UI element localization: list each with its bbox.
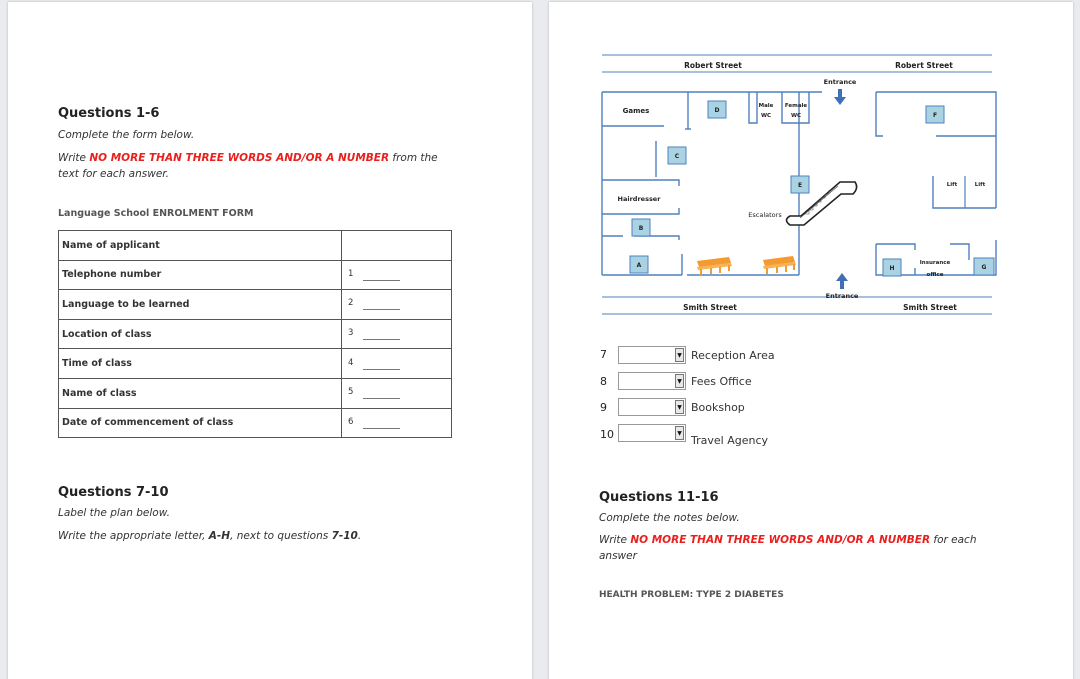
- row-label: Name of class: [59, 378, 342, 408]
- answer-cell-5: [342, 378, 452, 408]
- answer-blank-1[interactable]: [363, 280, 400, 281]
- instr-letter-range: A-H: [208, 530, 231, 542]
- instruction-complete-notes: Complete the notes below.: [599, 512, 740, 524]
- instruction-label-plan: Label the plan below.: [58, 507, 170, 519]
- box-b: [632, 219, 650, 236]
- answer-blank-4[interactable]: [363, 369, 400, 370]
- chevron-down-icon[interactable]: ▼: [675, 400, 684, 414]
- answer-cell-6: [342, 408, 452, 438]
- hairdresser-label: Hairdresser: [617, 195, 661, 203]
- question-10-dropdown[interactable]: [618, 424, 686, 442]
- answer-blank-2[interactable]: [363, 309, 400, 310]
- question-10-number: 10: [600, 428, 614, 441]
- letter-f: F: [932, 112, 938, 119]
- table-row: [59, 290, 452, 320]
- write-suffix: for each: [930, 534, 977, 546]
- answer-cell-2: [342, 290, 452, 320]
- smith-street-right-label: Smith Street: [903, 303, 957, 312]
- male-wc-label: Male: [758, 103, 774, 109]
- box-h: [883, 259, 901, 276]
- wc-label-2: WC: [790, 113, 802, 119]
- question-7-number: 7: [600, 348, 607, 361]
- office-label: office: [926, 272, 944, 278]
- answer-cell-1: [342, 260, 452, 290]
- lift-label-2: Lift: [974, 182, 986, 188]
- table-row: [59, 319, 452, 349]
- row-label: Time of class: [59, 349, 342, 379]
- box-g: [974, 258, 994, 275]
- smith-street-left-label: Smith Street: [683, 303, 737, 312]
- question-7-dropdown[interactable]: [618, 346, 686, 364]
- word-limit-emphasis: NO MORE THAN THREE WORDS AND/OR A NUMBER: [89, 152, 390, 164]
- table-row: [59, 408, 452, 438]
- female-wc-label: Female: [784, 103, 808, 109]
- left-page: [8, 2, 532, 679]
- write-prefix: Write: [58, 152, 90, 164]
- chevron-down-icon[interactable]: ▼: [675, 426, 684, 440]
- row-label: Language to be learned: [59, 290, 342, 320]
- question-number: 3: [348, 328, 354, 339]
- enrolment-form-table: [58, 230, 452, 438]
- question-10-label: Travel Agency: [691, 434, 768, 447]
- letter-g: G: [981, 264, 987, 271]
- answer-blank-3[interactable]: [363, 339, 400, 340]
- row-label: Date of commencement of class: [59, 408, 342, 438]
- instr-pre: Write the appropriate letter,: [58, 530, 209, 542]
- instr-mid: , next to questions: [230, 530, 332, 542]
- row-label: Name of applicant: [59, 231, 342, 261]
- insurance-label: Insurance: [919, 260, 951, 266]
- instruction-answer: answer: [599, 550, 637, 562]
- entrance-down-arrow-icon: [834, 89, 846, 105]
- question-8-number: 8: [600, 375, 607, 388]
- escalators-label: Escalators: [748, 211, 782, 219]
- robert-street-left-label: Robert Street: [684, 61, 742, 70]
- wc-label-1: WC: [760, 113, 772, 119]
- instr-question-range: 7-10: [331, 530, 358, 542]
- floor-plan-map: [597, 48, 997, 320]
- table-row: [59, 231, 452, 261]
- letter-h: H: [889, 265, 895, 272]
- entrance-up-arrow-icon: [836, 273, 848, 289]
- entrance-top-label: Entrance: [823, 78, 857, 86]
- instruction-word-limit-2: [599, 534, 976, 546]
- word-limit-emphasis: NO MORE THAN THREE WORDS AND/OR A NUMBER: [630, 534, 931, 546]
- question-8-label: Fees Office: [691, 375, 752, 388]
- question-number: 4: [348, 357, 354, 368]
- answer-cell-4: [342, 349, 452, 379]
- entrance-bottom-label: Entrance: [825, 292, 859, 300]
- box-d: [708, 101, 726, 118]
- instruction-complete-form: Complete the form below.: [58, 129, 195, 141]
- form-title: Language School ENROLMENT FORM: [58, 208, 254, 219]
- table-row: [59, 349, 452, 379]
- row-label: Telephone number: [59, 260, 342, 290]
- robert-street-right-label: Robert Street: [895, 61, 953, 70]
- bench-icon: [763, 256, 796, 274]
- box-c: [668, 147, 686, 164]
- chevron-down-icon[interactable]: ▼: [675, 374, 684, 388]
- answer-cell-3: [342, 319, 452, 349]
- lift-label-1: Lift: [946, 182, 958, 188]
- questions-7-10-heading: Questions 7-10: [58, 485, 169, 500]
- question-7-label: Reception Area: [691, 349, 775, 362]
- questions-11-16-heading: Questions 11-16: [599, 490, 719, 505]
- box-f: [926, 106, 944, 123]
- letter-b: B: [638, 225, 644, 232]
- letter-d: D: [714, 107, 720, 114]
- box-e: [791, 176, 809, 193]
- chevron-down-icon[interactable]: ▼: [675, 348, 684, 362]
- letter-c: C: [674, 153, 680, 160]
- row-answer: [342, 231, 452, 261]
- instruction-write-letter: [58, 530, 361, 542]
- right-page: [549, 2, 1073, 679]
- instr-post: .: [357, 530, 362, 542]
- answer-blank-6[interactable]: [363, 428, 400, 429]
- instruction-line3: text for each answer.: [58, 168, 169, 180]
- section-title: HEALTH PROBLEM: TYPE 2 DIABETES: [599, 590, 784, 600]
- box-a: [630, 256, 648, 273]
- bench-icon: [697, 257, 732, 275]
- question-number: 6: [348, 416, 354, 427]
- letter-a: A: [636, 262, 642, 269]
- row-label: Location of class: [59, 319, 342, 349]
- games-label: Games: [622, 107, 650, 115]
- question-9-dropdown[interactable]: [618, 398, 686, 416]
- question-number: 5: [348, 387, 354, 398]
- question-number: 2: [348, 298, 354, 309]
- questions-1-6-heading: Questions 1-6: [58, 106, 160, 121]
- write-prefix: Write: [599, 534, 631, 546]
- table-row: [59, 378, 452, 408]
- answer-blank-5[interactable]: [363, 398, 400, 399]
- table-row: [59, 260, 452, 290]
- question-8-dropdown[interactable]: [618, 372, 686, 390]
- write-suffix: from the: [389, 152, 438, 164]
- question-number: 1: [348, 268, 354, 279]
- letter-e: E: [797, 182, 803, 189]
- instruction-word-limit: [58, 152, 438, 164]
- question-9-label: Bookshop: [691, 401, 745, 414]
- question-9-number: 9: [600, 401, 607, 414]
